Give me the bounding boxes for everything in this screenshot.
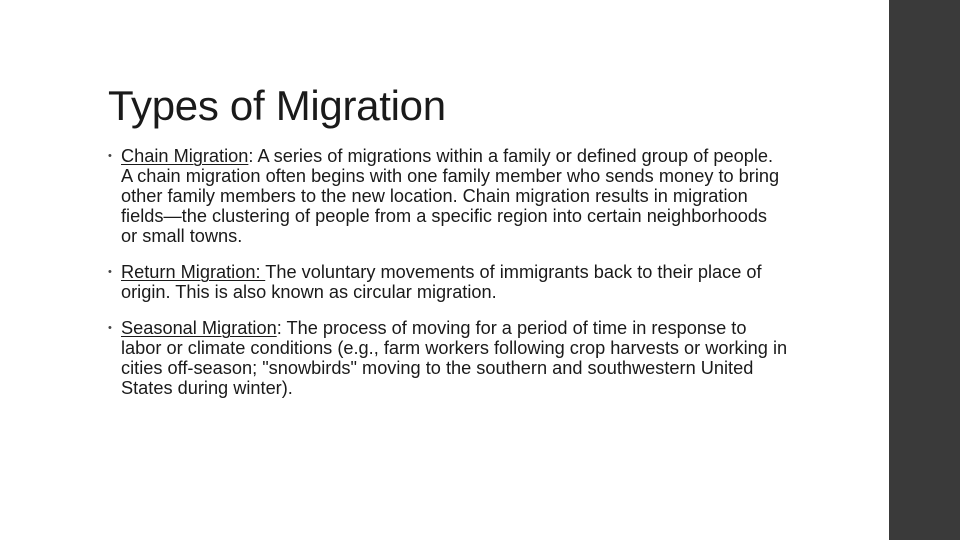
bullet-seasonal-migration	[108, 318, 788, 398]
term-separator: :	[248, 146, 254, 166]
bullet-return-migration	[108, 262, 788, 302]
bullet-list	[108, 146, 788, 414]
side-bar	[889, 0, 960, 540]
bullet-dot-icon: •	[108, 322, 112, 334]
slide-title: Types of Migration	[108, 82, 446, 129]
term-separator: :	[276, 318, 282, 338]
definition-chain-migration: A series of migrations within a family or defined group of people. A chain migration often begins with one family member who sends money to bring other family members to the new location. Chain migration results in migration fields—the clustering of people from a specific region into certain neighborhoods or small towns.	[121, 146, 780, 246]
bullet-dot-icon: •	[108, 266, 112, 278]
bullet-dot-icon: •	[108, 150, 112, 162]
definition-return-migration: The voluntary movements of immigrants back to their place of origin. This is also known as circular migration.	[121, 262, 762, 302]
term-seasonal-migration: Seasonal Migration	[121, 318, 277, 338]
term-chain-migration: Chain Migration	[121, 146, 249, 166]
bullet-chain-migration	[108, 146, 788, 246]
term-return-migration: Return Migration:	[121, 262, 266, 282]
definition-seasonal-migration: The process of moving for a period of time in response to labor or climate conditions (e.g., farm workers following crop harvests or working in cities off-season; "snowbirds" moving to the southern and southwestern United States during winter).	[121, 318, 788, 398]
